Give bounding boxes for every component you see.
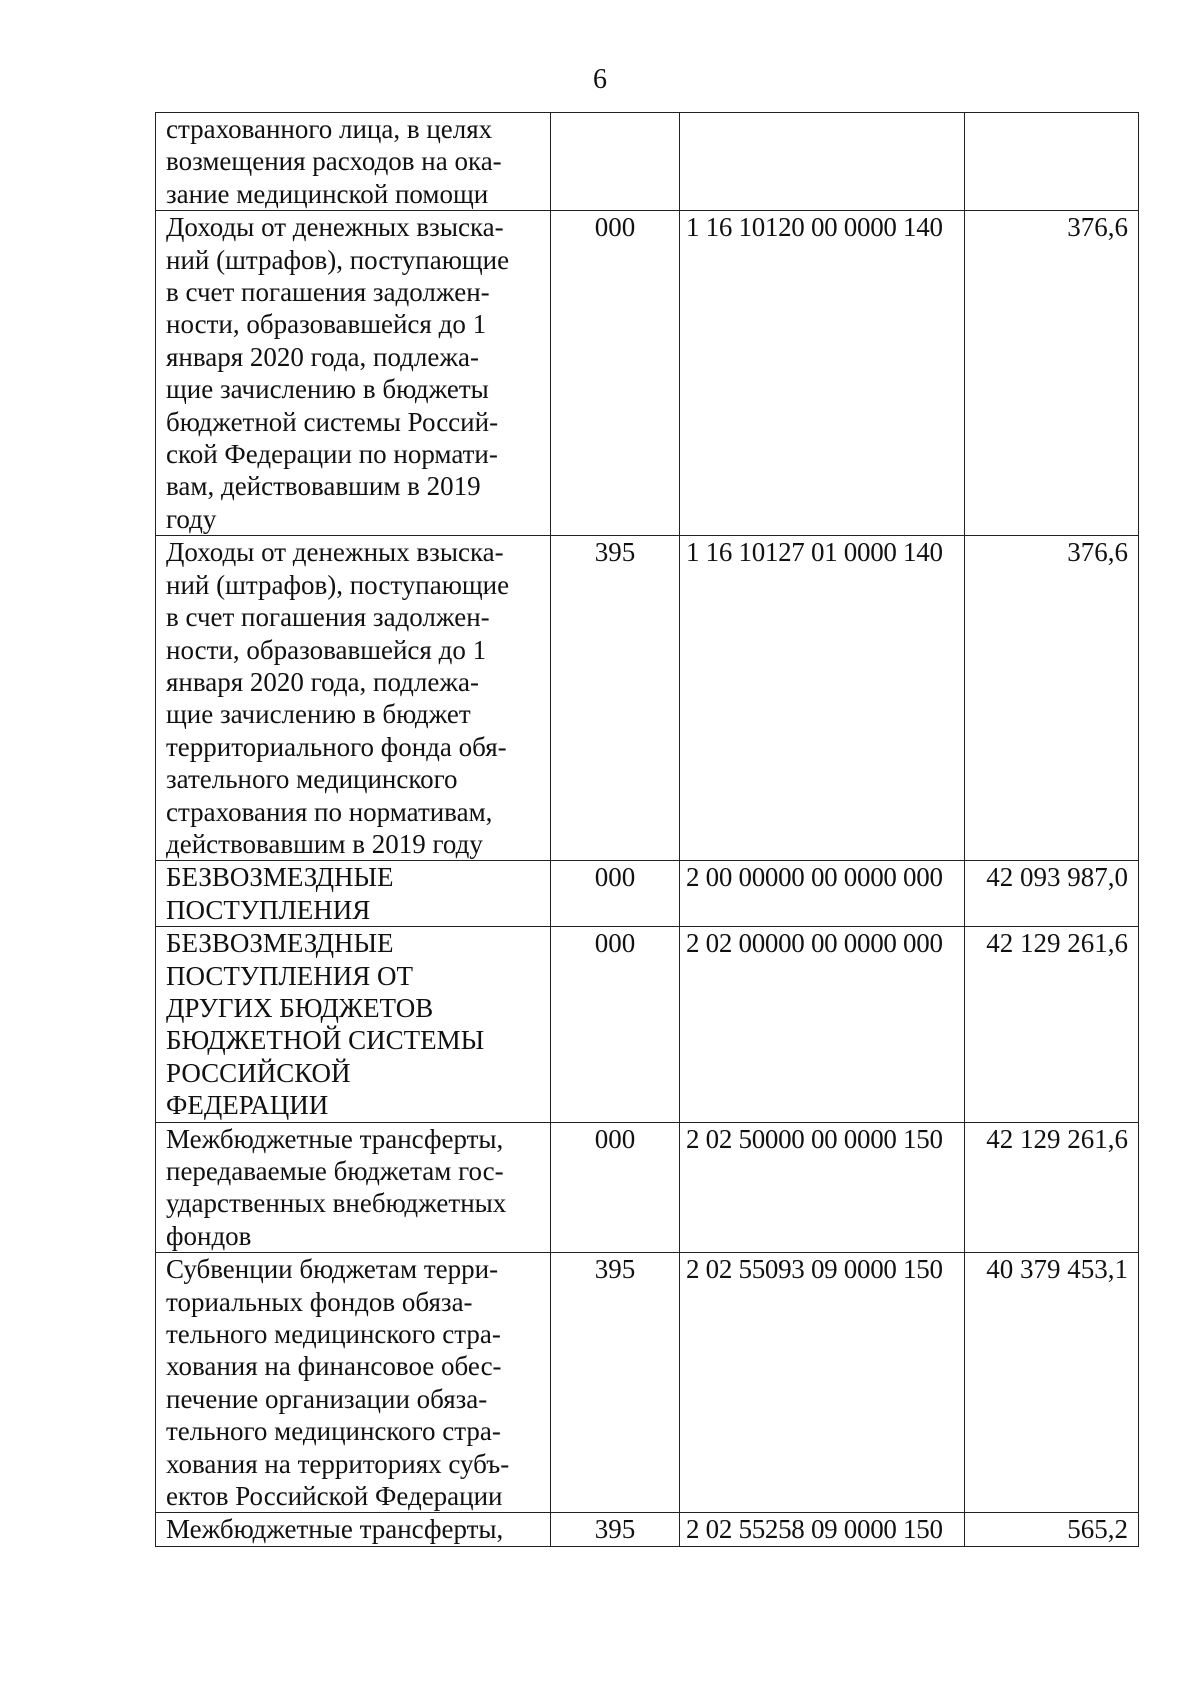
revenue-name-cell — [156, 927, 551, 1122]
table-row — [156, 1513, 1139, 1546]
budget-classification-code-cell: 1 16 10127 01 0000 140 — [680, 536, 965, 861]
amount-cell — [965, 113, 1139, 211]
admin-code-cell: 395 — [551, 1513, 680, 1546]
table-row — [156, 1253, 1139, 1513]
revenue-name-cell — [156, 113, 551, 211]
revenue-name: Межбюджетные трансферты, передаваемые бюджетам гос- ударственных внебюджетных фондов — [166, 1123, 507, 1251]
admin-code-cell: 395 — [551, 536, 680, 861]
budget-classification-code-cell: 2 02 55093 09 0000 150 — [680, 1253, 965, 1513]
budget-classification-code-cell: 2 02 50000 00 0000 150 — [680, 1122, 965, 1253]
revenue-name-cell — [156, 1122, 551, 1253]
budget-classification-code-cell: 2 02 00000 00 0000 000 — [680, 927, 965, 1122]
budget-classification-code-cell: 2 00 00000 00 0000 000 — [680, 861, 965, 927]
budget-revenue-table — [155, 112, 1139, 1547]
revenue-name: БЕЗВОЗМЕЗДНЫЕ ПОСТУПЛЕНИЯ — [166, 862, 394, 925]
revenue-name-cell — [156, 1513, 551, 1546]
table-row — [156, 211, 1139, 536]
admin-code-cell: 000 — [551, 211, 680, 536]
revenue-name-cell — [156, 1253, 551, 1513]
revenue-name-cell — [156, 861, 551, 927]
revenue-name: БЕЗВОЗМЕЗДНЫЕ ПОСТУПЛЕНИЯ ОТ ДРУГИХ БЮДЖЕТОВ БЮДЖЕТНОЙ СИСТЕМЫ РОССИЙСКОЙ ФЕДЕРАЦИИ — [166, 928, 485, 1121]
amount-cell: 40 379 453,1 — [965, 1253, 1139, 1513]
revenue-name: страхованного лица, в целях возмещения расходов на ока- зание медицинской помощи — [166, 114, 502, 209]
table-row — [156, 861, 1139, 927]
page-number: 6 — [593, 64, 607, 95]
revenue-name: Межбюджетные трансферты, — [166, 1514, 504, 1545]
revenue-name: Доходы от денежных взыска- ний (штрафов), поступающие в счет погашения задолжен- ности, образовавшейся до 1 января 2020 года, подлежа- щие зачислению в бюджеты бюджетной системы Россий- ской Федерации по нормати- вам, действовавшим в 2019 году — [166, 212, 510, 534]
admin-code-cell: 000 — [551, 861, 680, 927]
admin-code-cell — [551, 113, 680, 211]
amount-cell: 376,6 — [965, 536, 1139, 861]
admin-code-cell: 000 — [551, 1122, 680, 1253]
amount-cell: 42 129 261,6 — [965, 927, 1139, 1122]
amount-cell: 376,6 — [965, 211, 1139, 536]
amount-cell: 42 093 987,0 — [965, 861, 1139, 927]
budget-classification-code-cell: 2 02 55258 09 0000 150 — [680, 1513, 965, 1546]
revenue-name: Доходы от денежных взыска- ний (штрафов), поступающие в счет погашения задолжен- ности, образовавшейся до 1 января 2020 года, подлежа- щие зачислению в бюджет территориального фонда обя- зательного медицинского страхования по нормативам, действовавшим в 2019 году — [166, 537, 510, 859]
table-row — [156, 113, 1139, 211]
table-row — [156, 1122, 1139, 1253]
amount-cell: 565,2 — [965, 1513, 1139, 1546]
amount-cell: 42 129 261,6 — [965, 1122, 1139, 1253]
table-row — [156, 927, 1139, 1122]
admin-code-cell: 395 — [551, 1253, 680, 1513]
budget-classification-code-cell: 1 16 10120 00 0000 140 — [680, 211, 965, 536]
revenue-name-cell — [156, 211, 551, 536]
admin-code-cell: 000 — [551, 927, 680, 1122]
budget-classification-code-cell — [680, 113, 965, 211]
table-row — [156, 536, 1139, 861]
revenue-name-cell — [156, 536, 551, 861]
revenue-name: Субвенции бюджетам терри- ториальных фондов обяза- тельного медицинского стра- хования на финансовое обес- печение организации обяза- тельного медицинского стра- хования на территориях субъ- ектов Российской Федерации — [166, 1254, 510, 1512]
